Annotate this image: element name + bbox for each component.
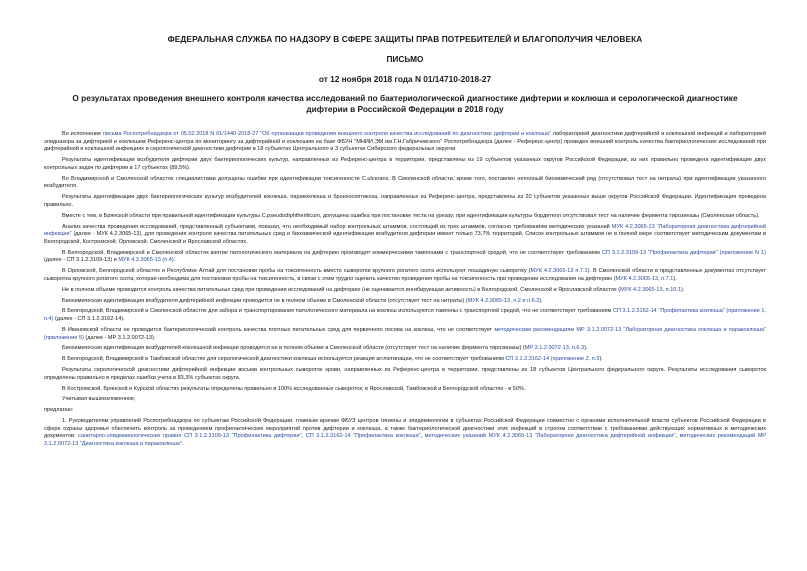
doc-link[interactable]: (приложение N 1) bbox=[719, 249, 766, 256]
doc-link[interactable]: методических рекомендаций МР 3.1.2.0072-13 "Диагностика коклюша и паракоклюша" bbox=[44, 433, 767, 448]
text: ). bbox=[681, 286, 685, 293]
text: лабораторией диагностики дифтерийной и коклюшной инфекций и лабораторией эпидназора за дифтерией и коклюшем Референс-центра по мониторингу за дифтерийной и коклюшем на базе ФБУН "МНИИ ЭМ им.Г.Н.Габричевского" Роспотребнадзора (далее - Референс-центр) проведен внешний контроль качества бактериологических исследований при дифтерийной и коклюшной инфекциях и серологической диагностики дифтерии в 18 субъектах Центрального и 3 субъектах Сибирского федеральных округов. bbox=[44, 131, 766, 153]
text: , bbox=[420, 433, 425, 440]
text: . bbox=[181, 441, 184, 448]
paragraph: Результаты идентификации возбудителя дифтерии двух бактериологических культур, направленных из Референс-центра в территории, представлены из 19 субъектов указанных округов Российской Федерации, из них правильно проведена идентификация двух контрольных задач по дифтерии в 17 субъектах (89,5%). bbox=[44, 157, 766, 171]
paragraph: В Костромской, Брянской и Курской областях результаты определены правильно в 100% исследованных сывороток; в Ярославской, Тамбовской и Белгородской областях - в 50%. bbox=[62, 385, 526, 392]
text: ). bbox=[673, 275, 677, 282]
doc-link[interactable]: письма Роспотребнадзора от 05.02.2018 N 01/1440-2018-27 "Об организации проведения внешнего контроля качества исследований по диагностике дифтерии и коклюша" bbox=[102, 131, 552, 137]
doc-link[interactable]: МУК 4.2.3065-13, п.2 и п.6.2 bbox=[467, 297, 540, 304]
doc-link[interactable]: МУК 4.2.3065-13 п.7.1 bbox=[530, 268, 588, 275]
text: ). bbox=[599, 356, 603, 363]
doc-link[interactable]: методических указаний МУК 4.2.3065-13 "Лабораторная диагностика дифтерийной инфекции" bbox=[424, 433, 676, 440]
text: 1. Руководителям управлений Роспотребнадзора по субъектам Российской Федерации, главным врачам ФБУЗ центров гигиены и эпидемиологии в субъектах Российской Федерации совместно с органами исполнительной власти субъектов Российской Федерации в сфере охраны здоровья обеспечить контроль за проведением профилактических мероприятий против дифтерии и коклюша, а также бактериологической диагностики этих инфекций в строгом соответствии с требованиями действующих нормативных и методических документов: bbox=[44, 418, 766, 440]
text: В Ивановской области не проводится бактериологический контроль качества плотных питательных сред для первичного посева на коклюш, что не соответствует bbox=[62, 326, 495, 333]
paragraph bbox=[44, 345, 766, 353]
text: ). bbox=[539, 297, 543, 304]
doc-link[interactable]: МР 3.1.2.0072-13, п.6.3 bbox=[524, 345, 585, 352]
text: (далее - МУК 4.2.3065-13), для проведения контроля качества питательных сред и биохимической идентификации возбудителя дифтерии имеют только 73,7% территорий. Список контрольных штаммов не в полной мере соответствует методическим документам в Белгородской, Костромской, Орловской, Смоленской и Ярославской областях. bbox=[44, 231, 766, 245]
document-body bbox=[44, 131, 766, 449]
doc-link[interactable]: методическим рекомендациям МР 3.1.2.0072-13 "Лабораторная диагностика коклюша и паракоклюша" bbox=[494, 326, 766, 333]
text: (далее - СП 3.1.2.3109-13) и bbox=[44, 257, 119, 264]
text: , bbox=[301, 433, 306, 440]
text: Не в полном объеме проводится контроль качества питательных сред при проведении исследований на дифтерию (не оценивается ингибирующая активность) в Белгородской, Смоленской и Ярославской областях ( bbox=[62, 286, 621, 293]
doc-link[interactable]: (приложение 1, п.4) bbox=[44, 308, 766, 322]
doc-link[interactable]: МУК 4.2.3065-13 (п.4) bbox=[118, 257, 174, 264]
paragraph: Учитывая вышеизложенное, bbox=[62, 396, 136, 403]
text: Биохимическая идентификация возбудителей коклюшной инфекции проводится не в полном объеме в Смоленской области (отсутствует тест на наличие фермента тирозиназы) ( bbox=[62, 345, 525, 352]
text: В Белгородской, Владимирской и Смоленской областях взятие патологического материала на дифтерию производят коммерческими тампонами с транспортной средой, что не соответствует требованиям bbox=[62, 249, 602, 256]
doc-link[interactable]: санитарно-эпидемиологических правил СП 3.1.2.3109-13 "Профилактика дифтерии" bbox=[78, 433, 302, 440]
doc-link[interactable]: СП 3.1.2.3162-14 bbox=[505, 356, 550, 363]
text: Биохимическая идентификация возбудителя дифтерийной инфекции проводится не в полном объеме в Смоленской области (отсутствует тест на нитраты) ( bbox=[62, 297, 468, 304]
text: ). bbox=[584, 345, 588, 352]
paragraph bbox=[44, 287, 766, 295]
text: В Белгородской, Владимирской и Тамбовской областях для серологической диагностики коклюша используется реакция агглютинации, что не соответствует требованиям bbox=[62, 356, 506, 363]
text: В Белгородской, Владимирской и Смоленской областях для забора и транспортирования патологического материала на коклюш используются тампоны с транспортной средой, что не соответствует требованиям bbox=[62, 308, 613, 315]
paragraph: Во Владимирской и Смоленской областях специалистами допущены ошибки при идентификации токсигенности C.ulcerans. В Смоленской области, кроме того, поставлен неполный биохимический ряд (отсутствовал тест на нитраты) при идентификации указанного возбудителя. bbox=[44, 175, 766, 190]
paragraph bbox=[44, 327, 766, 342]
paragraph bbox=[44, 224, 766, 247]
paragraph bbox=[44, 268, 766, 283]
text: , bbox=[675, 433, 680, 440]
text: . bbox=[173, 257, 176, 264]
text: (далее - СП 3.1.2.3162-14). bbox=[53, 316, 125, 322]
document-title: О результатах проведения внешнего контроля качества исследований по бактериологической диагностике дифтерии и коклюша и серологической диагностике дифтерии в Российской Федерации в 2018 году bbox=[72, 93, 738, 114]
doc-link[interactable]: (приложение 2, п.5 bbox=[550, 356, 600, 363]
doc-link[interactable]: (приложение 5) bbox=[44, 334, 84, 341]
paragraph: Результаты идентификации двух бактериологических культур возбудителей коклюша, паракоклюша и бронхосептикоза, направленных из Референс-центра, представлены из 20 субъектов указанных выше округов Российской Федерации. Идентификация проведена правильно. bbox=[44, 194, 766, 208]
paragraph: Вместе с тем, в Брянской области при правильной идентификации культуры C.pseudodiphtheriticum, допущена ошибка при постановке теста на уреазу; при идентификации культуры бордетелл отсутствовал тест на наличие фермента тирозиназы (Смоленская область). bbox=[62, 212, 760, 219]
text: Во исполнение bbox=[62, 131, 103, 137]
paragraph: предлагаю: bbox=[44, 407, 74, 414]
document-number: от 12 ноября 2018 года N 01/14710-2018-27 bbox=[318, 74, 492, 84]
doc-link[interactable]: МУК 4.2.3065-13, п.10.1 bbox=[620, 286, 682, 293]
text: ). В Смоленской области в представленных документах отсутствует сыворотка крупного рогатого скота, которая необходима для постановки пробы на токсигенность, в связи с этим трудно оценить качество проведения пробы на токсигенность при проведении исследования на дифтерию ( bbox=[44, 268, 766, 282]
document-type: ПИСЬМО bbox=[386, 54, 424, 64]
paragraph bbox=[44, 298, 766, 306]
doc-link[interactable]: СП 3.1.2.3162-14 "Профилактика коклюша" bbox=[305, 433, 421, 440]
text: Анализ качества проведения исследований, представленный субъектами, показал, что необходимый набор контрольных штаммов, состоящий из трех штаммов, согласно требованиям методических указаний bbox=[62, 223, 612, 230]
document-page bbox=[44, 34, 766, 452]
paragraph: Результаты серологической диагностики дифтерийной инфекции восьми контрольных сывороток крови, направленных из Референс-центра в территории, представлены из 18 субъектов Центрального федерального округа. Результаты исследования сывороток определены правильно в пределах ошибки учета в 83,3% субъектах округа. bbox=[44, 367, 766, 381]
text: (далее - МР 3.1.2.0072-13). bbox=[83, 334, 156, 341]
doc-link[interactable]: СП 3.1.2.3162-14 "Профилактика коклюша" bbox=[612, 308, 725, 315]
doc-link[interactable]: СП 3.1.2.3109-13 "Профилактика дифтерии" bbox=[601, 249, 718, 256]
paragraph bbox=[44, 418, 766, 449]
doc-link[interactable]: МУК 4.2.3065-13, п.7.1 bbox=[615, 275, 674, 282]
text: В Орловской, Белгородской областях и Республике Алтай для постановки пробы на токсигенность вместо сыворотки крупного рогатого скота используют лошадиную сыворотку ( bbox=[62, 268, 531, 275]
doc-link[interactable]: МУК 4.2.3065-13 "Лабораторная диагностика дифтерийной инфекции" bbox=[44, 223, 766, 238]
agency-name: ФЕДЕРАЛЬНАЯ СЛУЖБА ПО НАДЗОРУ В СФЕРЕ ЗАЩИТЫ ПРАВ ПОТРЕБИТЕЛЕЙ И БЛАГОПОЛУЧИЯ ЧЕЛОВЕКА bbox=[167, 34, 643, 44]
paragraph bbox=[44, 356, 766, 364]
paragraph bbox=[44, 250, 766, 265]
paragraph bbox=[44, 308, 766, 323]
paragraph bbox=[44, 131, 766, 154]
